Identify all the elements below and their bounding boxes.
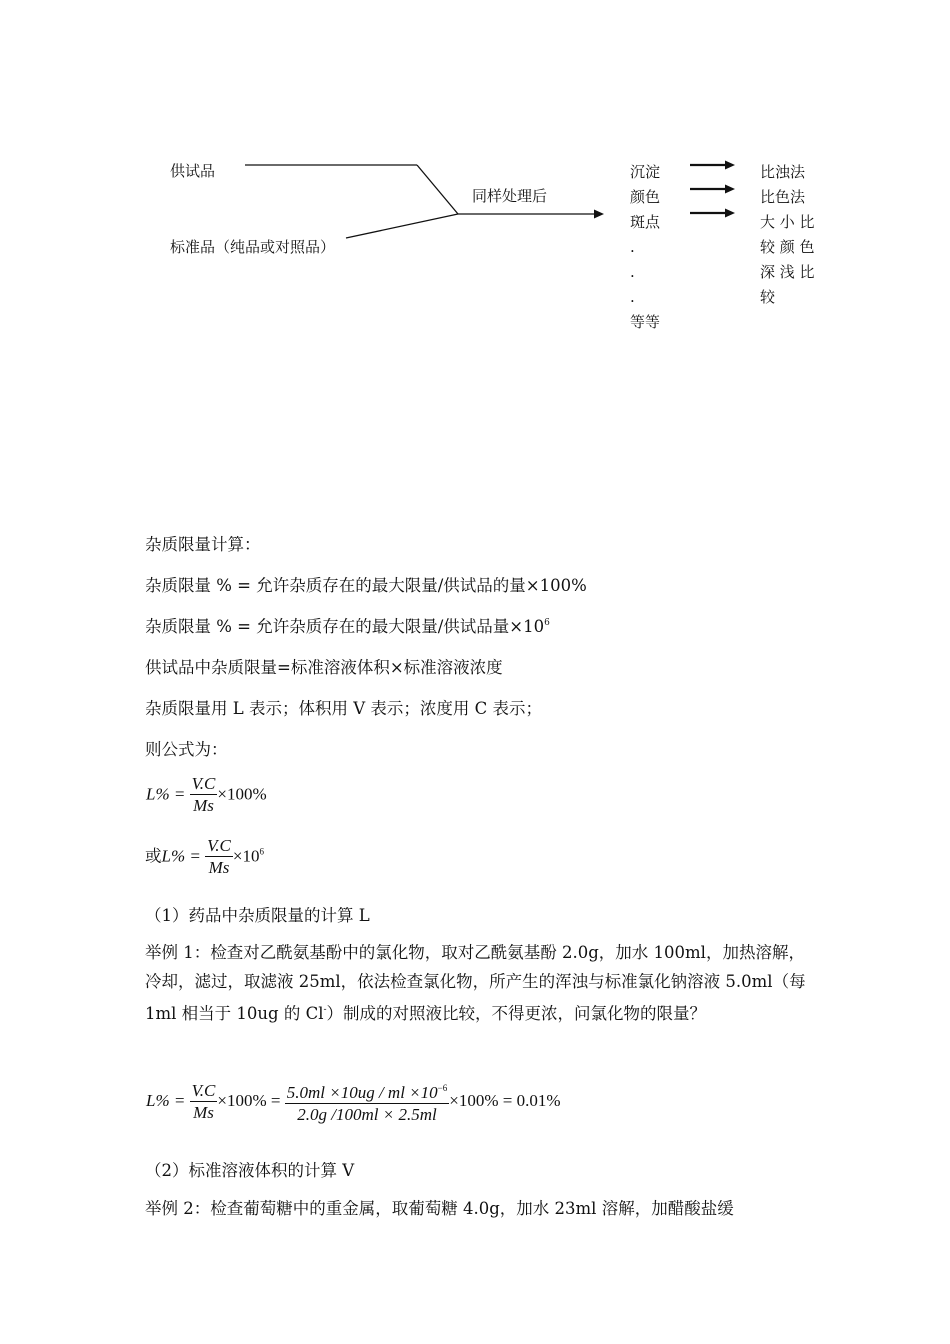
result-item: . bbox=[630, 238, 635, 256]
same-treatment-label: 同样处理后 bbox=[472, 187, 548, 205]
equation-1: L% = $\frac{V.C}{Ms}$ ×100% bbox=[146, 774, 267, 815]
section-2-heading: （2）标准溶液体积的计算 V bbox=[145, 1161, 355, 1180]
method-item: 深 浅 比 bbox=[760, 263, 815, 281]
treatment-arrow-head bbox=[594, 210, 604, 219]
method-item: 大 小 比 bbox=[760, 213, 815, 231]
standard-sample-slant bbox=[346, 214, 458, 238]
method-item: 较 颜 色 bbox=[760, 238, 815, 256]
section-1-heading: （1）药品中杂质限量的计算 L bbox=[145, 906, 370, 925]
arrow-1-head bbox=[725, 161, 735, 170]
calc-heading: 杂质限量计算： bbox=[145, 535, 261, 554]
methods-column bbox=[760, 160, 815, 310]
method-item: 比浊法 bbox=[760, 163, 806, 181]
result-item: 颜色 bbox=[630, 188, 661, 206]
result-item: 斑点 bbox=[630, 213, 661, 231]
formula-percent: 杂质限量 % = 允许杂质存在的最大限量/供试品的量×100% bbox=[145, 576, 587, 595]
result-item: . bbox=[630, 288, 635, 306]
result-item: 等等 bbox=[630, 313, 661, 331]
arrow-2-head bbox=[725, 185, 735, 194]
result-item: . bbox=[630, 263, 635, 281]
arrow-3-head bbox=[725, 209, 735, 218]
example-1-paragraph: 举例 1：检查对乙酰氨基酚中的氯化物，取对乙酰氨基酚 2.0g，加水 100ml，加热溶解，冷却，滤过，取滤液 25ml，依法检查氯化物，所产生的浑浊与标准氯化钠溶液 5.0ml（每 1ml 相当于 10ug 的 Cl-）制成的对照液比较，不得更浓，问氯化物的限量？ bbox=[145, 943, 806, 1023]
test-sample-slant bbox=[417, 165, 458, 214]
method-item: 较 bbox=[760, 288, 776, 306]
symbol-definitions: 杂质限量用 L 表示；体积用 V 表示；浓度用 C 表示； bbox=[145, 699, 542, 718]
results-column bbox=[630, 160, 660, 335]
sample-limit-formula: 供试品中杂质限量=标准溶液体积×标准溶液浓度 bbox=[145, 658, 503, 677]
formula-ppm: 杂质限量 % = 允许杂质存在的最大限量/供试品量$\times 10^6$ bbox=[145, 617, 550, 636]
equation-2: 或L% = $\frac{V.C}{Ms}$ $\times 10^6$ bbox=[145, 836, 264, 877]
test-sample-label: 供试品 bbox=[170, 162, 216, 180]
formula-intro: 则公式为： bbox=[145, 740, 228, 759]
equation-3: L% = $\frac{V.C}{Ms}$ ×100% = $\frac{5.0ml \times 10ug / ml \times 10^{-6}}{2.0g /100ml \times 2.5ml}$ ×100% = 0.01% bbox=[146, 1078, 560, 1126]
result-item: 沉淀 bbox=[630, 163, 661, 181]
method-item: 比色法 bbox=[760, 188, 806, 206]
standard-sample-label: 标准品（纯品或对照品） bbox=[170, 238, 336, 256]
example-2-paragraph: 举例 2：检查葡萄糖中的重金属，取葡萄糖 4.0g，加水 23ml 溶解，加醋酸盐缓 bbox=[145, 1199, 734, 1218]
